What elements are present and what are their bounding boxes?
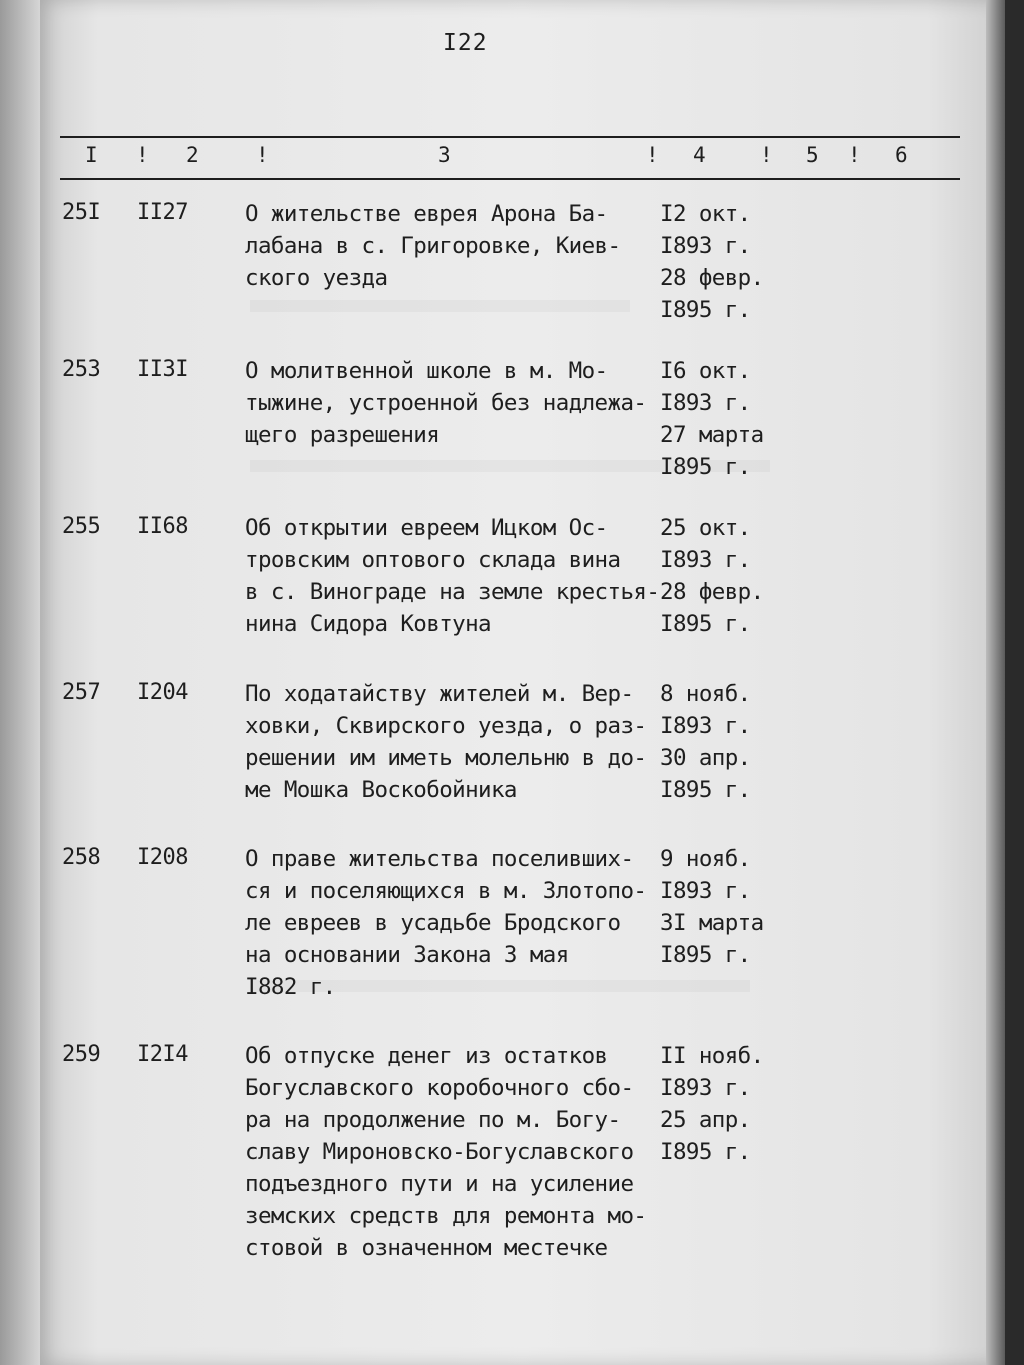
description-line: решении им иметь молельню в до-	[245, 745, 647, 771]
column-header-3: 3	[438, 143, 451, 167]
description-line: ра на продолжение по м. Богу-	[245, 1107, 621, 1133]
date-line: II нояб.	[660, 1043, 764, 1069]
description-line: ского уезда	[245, 265, 388, 291]
description-line: тровским оптового склада вина	[245, 547, 621, 573]
entry-number: 259	[62, 1042, 101, 1067]
description-line: I882 г.	[245, 974, 336, 1000]
date-line: I893 г.	[660, 878, 751, 904]
date-line: 28 февр.	[660, 579, 764, 605]
page-number: I22	[443, 30, 488, 56]
description-line: ся и поселяющихся в м. Злотопо-	[245, 878, 647, 904]
entry-number: 257	[62, 680, 101, 705]
column-separator: !	[760, 143, 773, 167]
entry-number: 258	[62, 845, 101, 870]
date-line: 8 нояб.	[660, 681, 751, 707]
description-line: нина Сидора Ковтуна	[245, 611, 491, 637]
description-line: лабана в с. Григоровке, Киев-	[245, 233, 621, 259]
description-line: О молитвенной школе в м. Мо-	[245, 358, 608, 384]
date-line: I893 г.	[660, 713, 751, 739]
book-gutter	[0, 0, 40, 1365]
column-separator: !	[136, 143, 149, 167]
date-line: I895 г.	[660, 297, 751, 323]
column-separator: !	[848, 143, 861, 167]
description-line: О жительстве еврея Арона Ба-	[245, 201, 608, 227]
description-line: стовой в означенном местечке	[245, 1235, 608, 1261]
archive-number: I2I4	[137, 1042, 188, 1067]
description-line: ховки, Сквирского уезда, о раз-	[245, 713, 647, 739]
description-line: щего разрешения	[245, 422, 440, 448]
date-line: 27 марта	[660, 422, 764, 448]
description-line: на основании Закона 3 мая	[245, 942, 569, 968]
archive-number: II68	[137, 514, 188, 539]
column-header-6: 6	[895, 143, 908, 167]
date-line: I895 г.	[660, 942, 751, 968]
column-separator: !	[256, 143, 269, 167]
date-line: I893 г.	[660, 547, 751, 573]
description-line: Богуславского коробочного сбо-	[245, 1075, 634, 1101]
date-line: 30 апр.	[660, 745, 751, 771]
date-line: I6 окт.	[660, 358, 751, 384]
entry-number: 255	[62, 514, 101, 539]
column-header-1: I	[85, 143, 98, 167]
archive-number: II27	[137, 200, 188, 225]
date-line: I2 окт.	[660, 201, 751, 227]
date-line: I893 г.	[660, 1075, 751, 1101]
description-line: подъездного пути и на усиление	[245, 1171, 634, 1197]
archive-number: I204	[137, 680, 188, 705]
description-line: земских средств для ремонта мо-	[245, 1203, 647, 1229]
date-line: 28 февр.	[660, 265, 764, 291]
date-line: I895 г.	[660, 1139, 751, 1165]
description-line: ме Мошка Воскобойника	[245, 777, 517, 803]
entry-number: 25I	[62, 200, 101, 225]
date-line: I893 г.	[660, 233, 751, 259]
date-line: I895 г.	[660, 611, 751, 637]
archive-number: I208	[137, 845, 188, 870]
column-header-2: 2	[186, 143, 199, 167]
description-line: Об открытии евреем Ицком Ос-	[245, 515, 608, 541]
column-header-4: 4	[693, 143, 706, 167]
description-line: в с. Винограде на земле крестья-	[245, 579, 660, 605]
entry-number: 253	[62, 357, 101, 382]
date-line: 25 окт.	[660, 515, 751, 541]
archive-number: II3I	[137, 357, 188, 382]
date-line: 3I марта	[660, 910, 764, 936]
page-edge-shadow	[986, 0, 1005, 1365]
description-line: ле евреев в усадьбе Бродского	[245, 910, 621, 936]
column-header-5: 5	[806, 143, 819, 167]
date-line: I895 г.	[660, 454, 751, 480]
bleed-through-smudge	[250, 300, 630, 312]
date-line: I893 г.	[660, 390, 751, 416]
column-separator: !	[646, 143, 659, 167]
date-line: 9 нояб.	[660, 846, 751, 872]
description-line: О праве жительства поселивших-	[245, 846, 634, 872]
description-line: По ходатайству жителей м. Вер-	[245, 681, 634, 707]
description-line: тыжине, устроенной без надлежа-	[245, 390, 647, 416]
description-line: Об отпуске денег из остатков	[245, 1043, 608, 1069]
date-line: 25 апр.	[660, 1107, 751, 1133]
table-top-rule	[60, 136, 960, 138]
date-line: I895 г.	[660, 777, 751, 803]
description-line: славу Мироновско-Богуславского	[245, 1139, 634, 1165]
table-header-rule	[60, 178, 960, 180]
